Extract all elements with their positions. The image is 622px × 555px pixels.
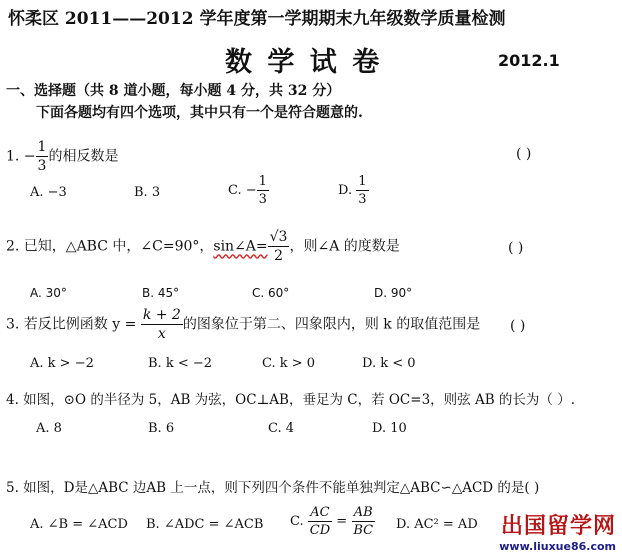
option-a: A. k > −2	[30, 356, 94, 371]
option-c	[290, 506, 375, 537]
watermark-url: www.liuxue86.com	[499, 540, 616, 553]
watermark	[499, 509, 616, 553]
option-b: B. 45°	[142, 286, 180, 300]
fraction-left	[308, 506, 332, 537]
fraction-denominator: CD	[309, 523, 331, 538]
option-label: C.	[228, 183, 242, 198]
option-d: D. 10	[372, 421, 407, 436]
question-stem-end: 的图象位于第二、四象限内，则 k 的取值范围是	[182, 316, 481, 333]
fraction-numerator: 1	[358, 174, 367, 189]
watermark-brand: 出国留学网	[500, 514, 616, 539]
answer-paren: ( )	[510, 318, 526, 334]
question-1	[6, 140, 118, 173]
option-c	[228, 175, 269, 206]
fraction-denominator: 3	[258, 192, 267, 207]
subject-title: 数 学 试 卷	[225, 47, 383, 78]
fraction-denominator: BC	[353, 523, 374, 538]
option-c: C. 4	[268, 421, 295, 436]
fraction-denominator: 2	[274, 248, 284, 264]
minus-sign: −	[245, 183, 257, 198]
option-a: A. 8	[36, 421, 62, 436]
section-heading: 一、选择题（共 8 道小题，每小题 4 分，共 32 分）	[6, 83, 341, 99]
exam-title: 怀柔区 2011——2012 学年度第一学期期末九年级数学质量检测	[8, 9, 506, 29]
fraction-denominator: x	[157, 326, 166, 342]
question-5: 5. 如图，D是△ABC 边AB 上一点，则下列四个条件不能单独判定△ABC∽△ACD 的是( )	[6, 480, 540, 496]
fraction	[141, 308, 183, 341]
fraction-numerator: k + 2	[142, 307, 181, 323]
question-number: 1.	[6, 148, 20, 165]
option-d: D. 90°	[374, 286, 413, 300]
option-b: B. 6	[148, 421, 175, 436]
option-b: B. 3	[134, 185, 161, 200]
option-label: C.	[290, 514, 304, 529]
question-4: 4. 如图，⊙O 的半径为 5，AB 为弦，OC⊥AB，垂足为 C，若 OC=3，则弦 AB 的长为（ ）.	[6, 392, 575, 408]
fraction	[257, 175, 269, 206]
fraction-denominator: 3	[37, 158, 47, 174]
exam-date: 2012.1	[498, 51, 560, 70]
answer-paren: ( )	[508, 240, 524, 256]
option-label: D.	[338, 183, 353, 198]
option-d	[338, 175, 369, 206]
fraction	[356, 175, 368, 206]
equals-sign: =	[336, 514, 348, 529]
fraction-numerator: √3	[269, 229, 288, 245]
sine-expression: sin∠A=	[213, 238, 268, 255]
question-stem: 的相反数是	[48, 148, 119, 165]
question-stem: 3. 若反比例函数 y =	[6, 316, 137, 333]
minus-sign: −	[23, 148, 36, 165]
question-2	[6, 230, 400, 263]
option-d: D. AC² = AD	[396, 517, 478, 532]
section-instruction: 下面各题均有四个选项，其中只有一个是符合题意的.	[36, 105, 363, 121]
option-a: A. −3	[30, 185, 67, 200]
option-b: B. ∠ADC = ∠ACB	[146, 517, 264, 532]
option-c: C. k > 0	[262, 356, 316, 371]
fraction-right	[351, 506, 375, 537]
fraction	[268, 230, 290, 263]
fraction	[36, 140, 49, 173]
option-d: D. k < 0	[362, 356, 416, 371]
question-stem: 2. 已知，△ABC 中，∠C=90°，	[6, 238, 214, 255]
fraction-numerator: 1	[258, 174, 267, 189]
fraction-denominator: 3	[358, 192, 367, 207]
option-c: C. 60°	[252, 286, 290, 300]
option-b: B. k < −2	[148, 356, 213, 371]
question-stem-end: ，则∠A 的度数是	[289, 238, 400, 255]
answer-paren: ( )	[516, 146, 532, 162]
fraction-numerator: 1	[37, 139, 47, 155]
option-a: A. ∠B = ∠ACD	[30, 517, 128, 532]
question-3	[6, 308, 480, 341]
option-a: A. 30°	[30, 286, 67, 300]
fraction-numerator: AC	[310, 505, 330, 520]
fraction-numerator: AB	[353, 505, 373, 520]
